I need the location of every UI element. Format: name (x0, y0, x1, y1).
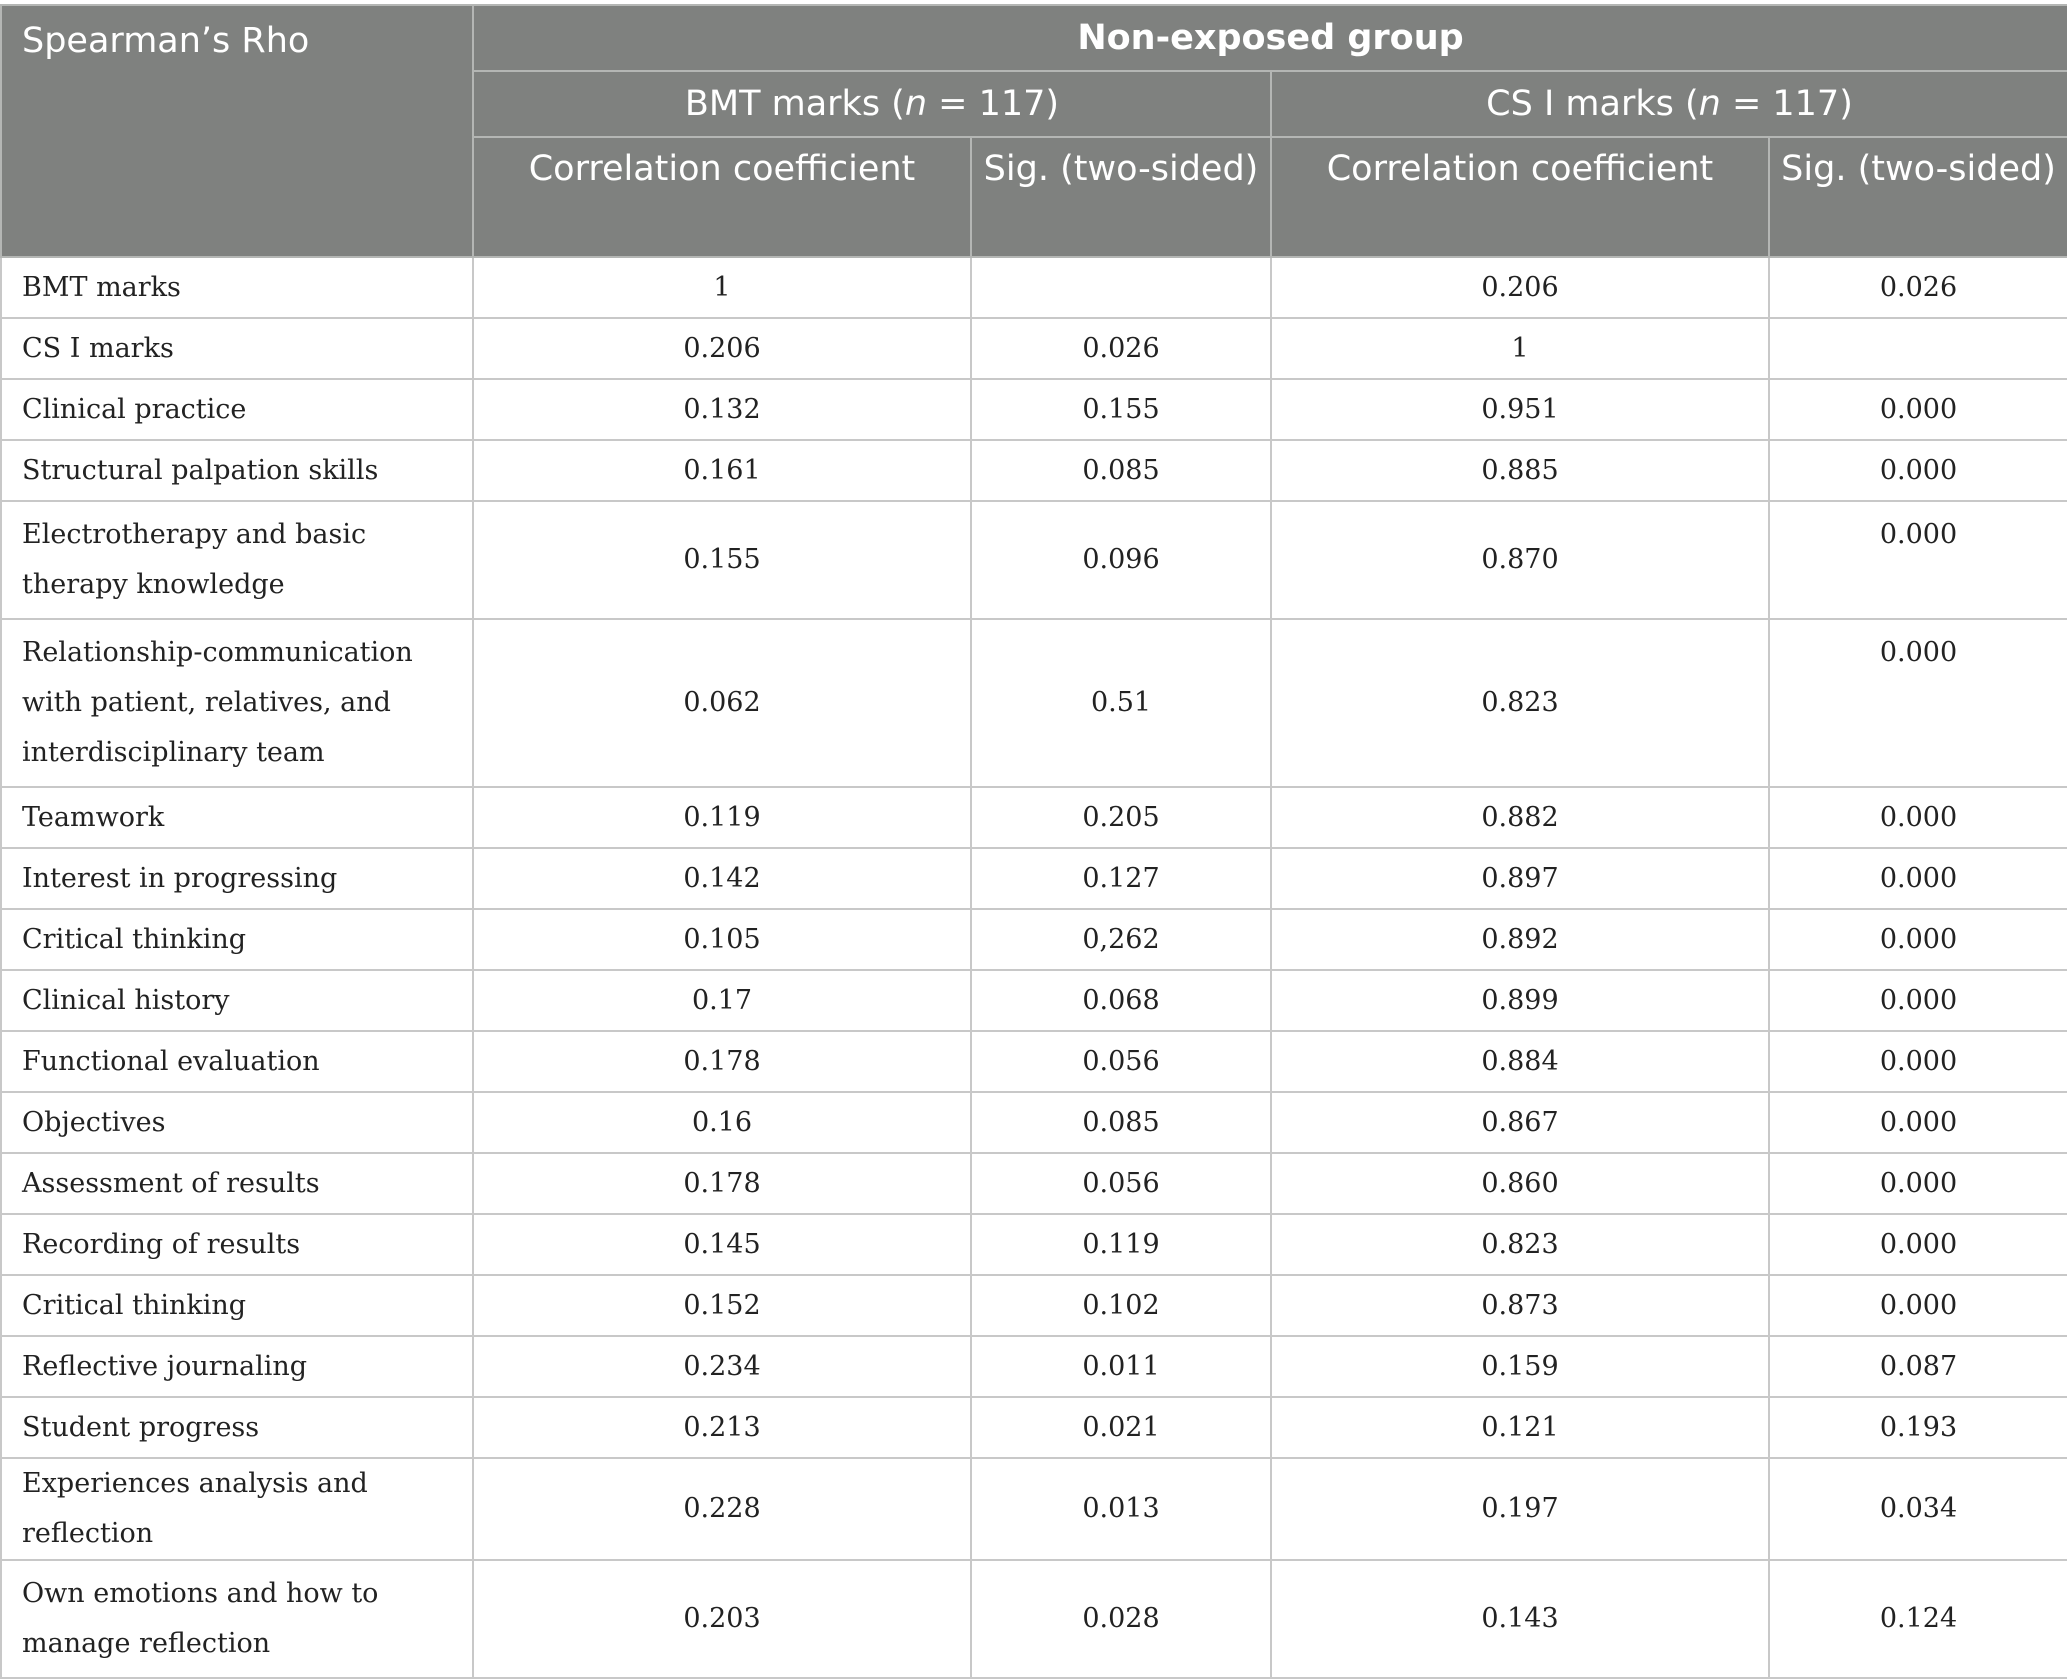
cs-sig-cell: 0.087 (1769, 1336, 2067, 1397)
cs-sig-cell: 0.000 (1769, 909, 2067, 970)
bmt-correlation-cell: 0.142 (473, 848, 971, 909)
bmt-correlation-cell: 0.228 (473, 1458, 971, 1560)
cs-sig-cell: 0.193 (1769, 1397, 2067, 1458)
table-row (1, 787, 2067, 848)
row-label: BMT marks (1, 257, 473, 318)
table-row (1, 1214, 2067, 1275)
row-label: Electrotherapy and basic therapy knowledge (1, 501, 473, 619)
column-header-cs-sig: Sig. (two-sided) (1769, 137, 2067, 257)
column-header-bmt-correlation: Correlation coefficient (473, 137, 971, 257)
table-row (1, 440, 2067, 501)
bmt-sig-cell: 0.085 (971, 1092, 1271, 1153)
bmt-subgroup-header: BMT marks (n = 117) (473, 71, 1271, 137)
row-label: Structural palpation skills (1, 440, 473, 501)
table-row (1, 848, 2067, 909)
table-row (1, 1560, 2067, 1678)
cs-correlation-cell: 0.206 (1271, 257, 1769, 318)
row-label: Clinical practice (1, 379, 473, 440)
bmt-sig-cell: 0.028 (971, 1560, 1271, 1678)
table-row (1, 1458, 2067, 1560)
bmt-correlation-cell: 0.161 (473, 440, 971, 501)
bmt-sig-cell: 0.013 (971, 1458, 1271, 1560)
table-row (1, 1031, 2067, 1092)
row-label: Student progress (1, 1397, 473, 1458)
row-label: Functional evaluation (1, 1031, 473, 1092)
cs-sig-cell: 0.000 (1769, 787, 2067, 848)
cs-correlation-cell: 0.197 (1271, 1458, 1769, 1560)
bmt-sig-cell: 0.51 (971, 619, 1271, 787)
row-label: Clinical history (1, 970, 473, 1031)
cs-sig-cell: 0.000 (1769, 440, 2067, 501)
bmt-correlation-cell: 0.155 (473, 501, 971, 619)
cs-sig-cell: 0.000 (1769, 501, 2067, 619)
table-row (1, 318, 2067, 379)
table-row (1, 1397, 2067, 1458)
bmt-correlation-cell: 0.234 (473, 1336, 971, 1397)
row-label: Teamwork (1, 787, 473, 848)
bmt-sig-cell: 0.127 (971, 848, 1271, 909)
bmt-sig-cell: 0.205 (971, 787, 1271, 848)
table-row (1, 1153, 2067, 1214)
bmt-correlation-cell: 0.206 (473, 318, 971, 379)
cs-correlation-cell: 0.823 (1271, 1214, 1769, 1275)
bmt-sig-cell: 0.119 (971, 1214, 1271, 1275)
cs-sig-cell: 0.000 (1769, 1092, 2067, 1153)
table-header (1, 5, 2067, 257)
cs-sig-cell (1769, 318, 2067, 379)
cs-sig-cell: 0.124 (1769, 1560, 2067, 1678)
cs-correlation-cell: 0.892 (1271, 909, 1769, 970)
bmt-correlation-cell: 0.16 (473, 1092, 971, 1153)
cs-correlation-cell: 0.143 (1271, 1560, 1769, 1678)
table-row (1, 257, 2067, 318)
table-row (1, 909, 2067, 970)
column-header-cs-correlation: Correlation coefficient (1271, 137, 1769, 257)
table-row (1, 1336, 2067, 1397)
table-row (1, 379, 2067, 440)
cs-sig-cell: 0.000 (1769, 619, 2067, 787)
cs-correlation-cell: 0.885 (1271, 440, 1769, 501)
cs-correlation-cell: 0.121 (1271, 1397, 1769, 1458)
cs-correlation-cell: 0.860 (1271, 1153, 1769, 1214)
bmt-sig-cell: 0.102 (971, 1275, 1271, 1336)
cs-correlation-cell: 0.899 (1271, 970, 1769, 1031)
bmt-correlation-cell: 0.213 (473, 1397, 971, 1458)
cs-correlation-cell: 0.870 (1271, 501, 1769, 619)
stat-label-header: Spearman’s Rho (1, 5, 473, 257)
row-label: Experiences analysis and reflection (1, 1458, 473, 1560)
bmt-correlation-cell: 0.152 (473, 1275, 971, 1336)
cs-correlation-cell: 0.882 (1271, 787, 1769, 848)
cs-sig-cell: 0.000 (1769, 848, 2067, 909)
cs-correlation-cell: 0.159 (1271, 1336, 1769, 1397)
row-label: Own emotions and how to manage reflection (1, 1560, 473, 1678)
correlation-table (0, 4, 2067, 1679)
bmt-correlation-cell: 0.062 (473, 619, 971, 787)
bmt-sig-cell: 0.011 (971, 1336, 1271, 1397)
table-row (1, 970, 2067, 1031)
cs-sig-cell: 0.000 (1769, 1275, 2067, 1336)
table-row (1, 501, 2067, 619)
bmt-correlation-cell: 0.178 (473, 1031, 971, 1092)
bmt-sig-cell: 0.056 (971, 1031, 1271, 1092)
bmt-sig-cell: 0.021 (971, 1397, 1271, 1458)
bmt-sig-cell: 0.085 (971, 440, 1271, 501)
cs-sig-cell: 0.034 (1769, 1458, 2067, 1560)
column-header-bmt-sig: Sig. (two-sided) (971, 137, 1271, 257)
cs-correlation-cell: 0.951 (1271, 379, 1769, 440)
bmt-correlation-cell: 0.119 (473, 787, 971, 848)
cs-correlation-cell: 1 (1271, 318, 1769, 379)
cs-sig-cell: 0.000 (1769, 1153, 2067, 1214)
bmt-sig-cell: 0.155 (971, 379, 1271, 440)
row-label: CS I marks (1, 318, 473, 379)
bmt-correlation-cell: 0.17 (473, 970, 971, 1031)
table-row (1, 619, 2067, 787)
row-label: Relationship-communication with patient, relatives, and interdisciplinary team (1, 619, 473, 787)
bmt-sig-cell: 0.056 (971, 1153, 1271, 1214)
cs-sig-cell: 0.000 (1769, 379, 2067, 440)
cs-correlation-cell: 0.823 (1271, 619, 1769, 787)
bmt-sig-cell: 0.026 (971, 318, 1271, 379)
row-label: Assessment of results (1, 1153, 473, 1214)
bmt-sig-cell: 0.096 (971, 501, 1271, 619)
cs-correlation-cell: 0.884 (1271, 1031, 1769, 1092)
table-row (1, 1275, 2067, 1336)
bmt-correlation-cell: 0.145 (473, 1214, 971, 1275)
cs-sig-cell: 0.000 (1769, 1031, 2067, 1092)
row-label: Objectives (1, 1092, 473, 1153)
cs-correlation-cell: 0.867 (1271, 1092, 1769, 1153)
bmt-correlation-cell: 0.105 (473, 909, 971, 970)
row-label: Reflective journaling (1, 1336, 473, 1397)
bmt-sig-cell: 0.068 (971, 970, 1271, 1031)
bmt-sig-cell: 0,262 (971, 909, 1271, 970)
group-header: Non-exposed group (473, 5, 2067, 71)
bmt-correlation-cell: 0.178 (473, 1153, 971, 1214)
table-row (1, 1092, 2067, 1153)
row-label: Interest in progressing (1, 848, 473, 909)
cs-correlation-cell: 0.873 (1271, 1275, 1769, 1336)
cs-sig-cell: 0.000 (1769, 970, 2067, 1031)
row-label: Recording of results (1, 1214, 473, 1275)
cs-subgroup-header: CS I marks (n = 117) (1271, 71, 2067, 137)
row-label: Critical thinking (1, 909, 473, 970)
bmt-correlation-cell: 0.132 (473, 379, 971, 440)
table-body (1, 257, 2067, 1678)
bmt-sig-cell (971, 257, 1271, 318)
bmt-correlation-cell: 0.203 (473, 1560, 971, 1678)
cs-sig-cell: 0.026 (1769, 257, 2067, 318)
cs-sig-cell: 0.000 (1769, 1214, 2067, 1275)
row-label: Critical thinking (1, 1275, 473, 1336)
bmt-correlation-cell: 1 (473, 257, 971, 318)
cs-correlation-cell: 0.897 (1271, 848, 1769, 909)
